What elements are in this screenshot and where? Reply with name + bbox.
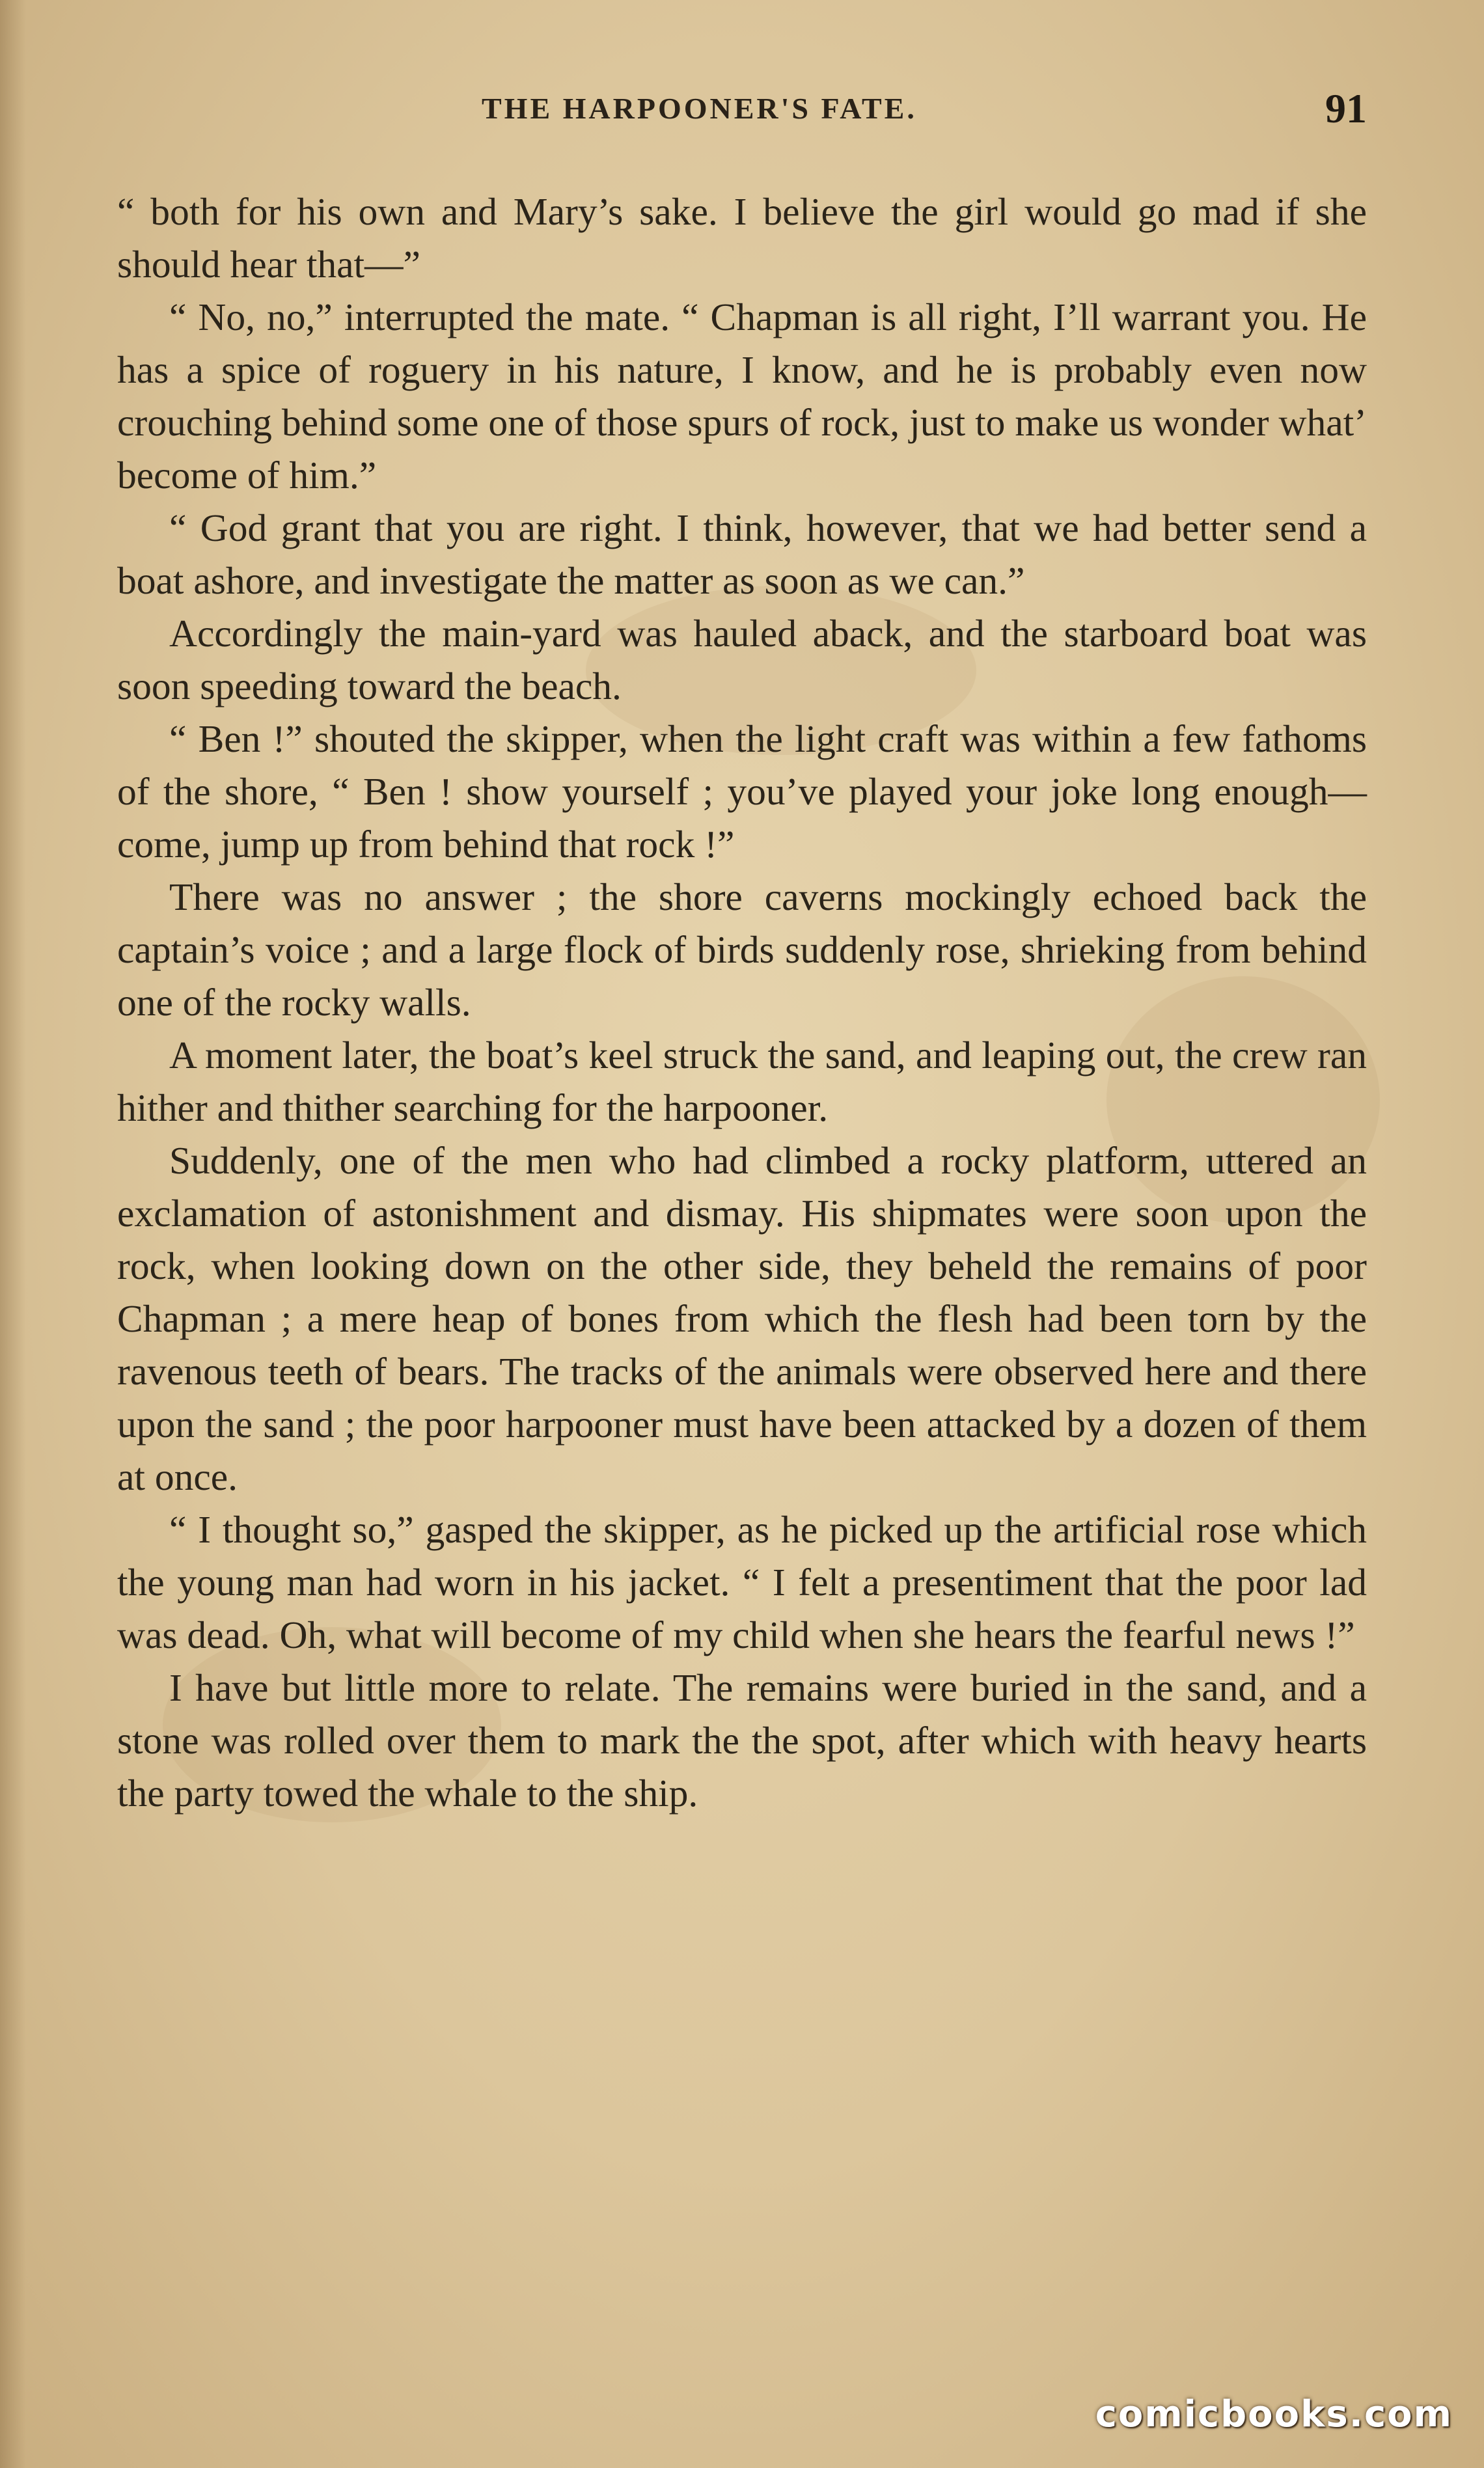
paragraph: A moment later, the boat’s keel struck the sand, and leaping out, the crew ran hither and thither searching for the harpooner. xyxy=(117,1034,1367,1129)
paragraph: “ No, no,” interrupted the mate. “ Chapman is all right, I’ll warrant you. He has a spice of roguery in his nature, I know, and he is probably even now crouching behind some one of those spurs of rock, just to make us wonder what’ become of him.” xyxy=(117,295,1367,497)
paragraph: “ I thought so,” gasped the skipper, as he picked up the artificial rose which the young man had worn in his jacket. “ I felt a presentiment that the poor lad was dead. Oh, what will become of my child when she hears the fearful news !” xyxy=(117,1508,1367,1656)
paragraph: Accordingly the main-yard was hauled aback, and the starboard boat was soon speeding toward the beach. xyxy=(117,612,1367,707)
page-binding-shadow xyxy=(0,0,26,2468)
page-header xyxy=(117,85,1367,137)
page-number: 91 xyxy=(1325,85,1367,131)
running-head: THE HARPOONER'S FATE. xyxy=(482,92,917,125)
site-watermark: comicbooks.com xyxy=(1095,2393,1453,2435)
paragraph: There was no answer ; the shore caverns mockingly echoed back the captain’s voice ; and a large flock of birds suddenly rose, shrieking from behind one of the rocky walls. xyxy=(117,875,1367,1024)
paragraph: I have but little more to relate. The remains were buried in the sand, and a stone was rolled over them to mark the the spot, after which with heavy hearts the party towed the whale to the ship. xyxy=(117,1666,1367,1815)
body-text xyxy=(117,185,1367,1820)
paragraph: “ God grant that you are right. I think, however, that we had better send a boat ashore, and investigate the matter as soon as we can.” xyxy=(117,506,1367,602)
paragraph: “ both for his own and Mary’s sake. I believe the girl would go mad if she should hear that—” xyxy=(117,190,1367,286)
paragraph: Suddenly, one of the men who had climbed a rocky platform, uttered an exclamation of astonishment and dismay. His shipmates were soon upon the rock, when looking down on the other side, they beheld the remains of poor Chapman ; a mere heap of bones from which the flesh had been torn by the ravenous teeth of bears. The tracks of the animals were observed here and there upon the sand ; the poor harpooner must have been attacked by a dozen of them at once. xyxy=(117,1139,1367,1498)
paragraph: “ Ben !” shouted the skipper, when the light craft was within a few fathoms of the shore, “ Ben ! show yourself ; you’ve played your joke long enough—come, jump up from behind that rock !” xyxy=(117,717,1367,866)
